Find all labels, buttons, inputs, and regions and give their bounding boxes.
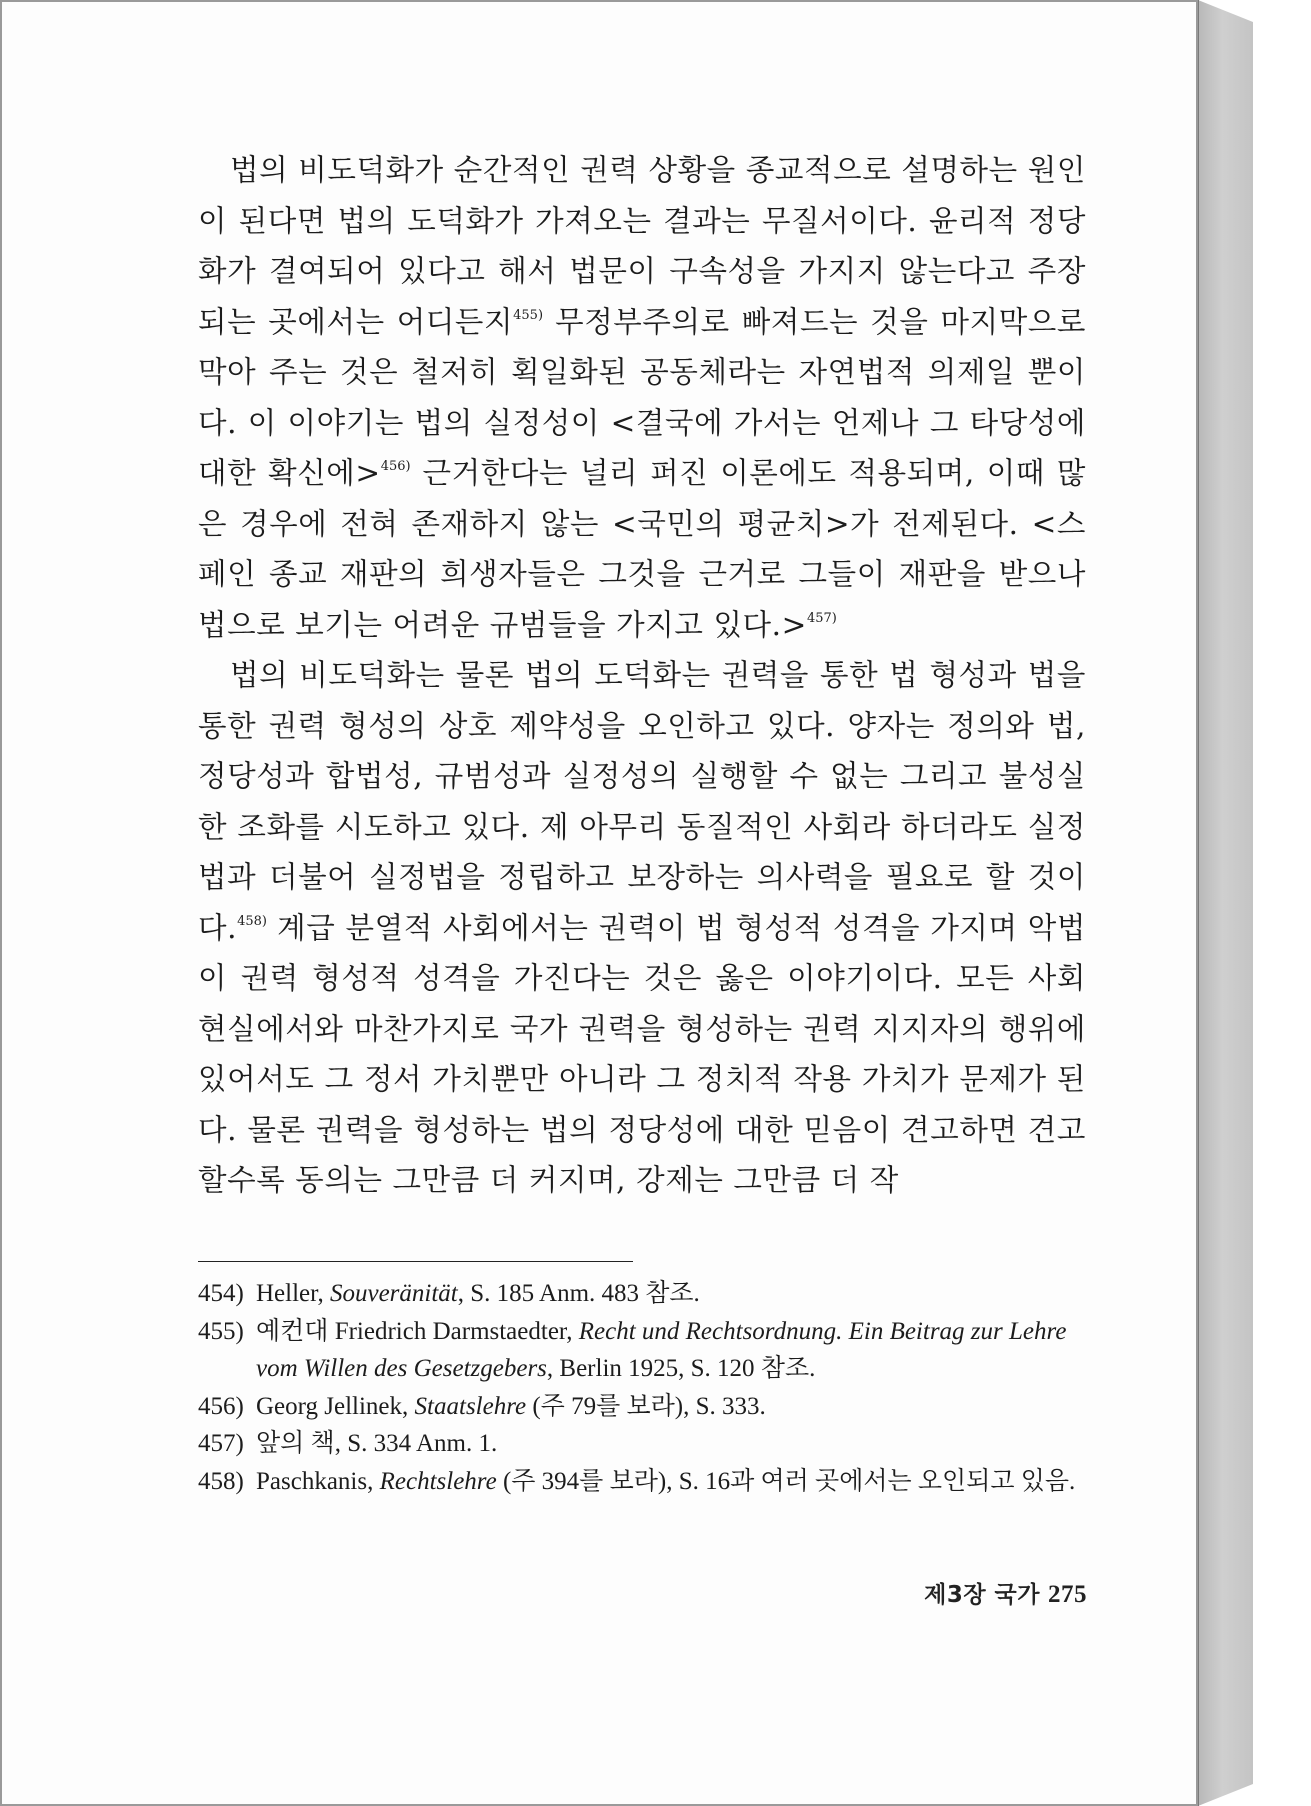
footnote-title: Recht und Rechtsordnung. Ein Beitrag zur Lehre vom Willen des Gesetzgebers (256, 1317, 1067, 1382)
footnote-segment: , Berlin 1925, S. 120 참조. (546, 1355, 816, 1382)
footnote-number: 454) (198, 1280, 244, 1307)
paragraph-1 (198, 145, 1086, 650)
footnote-title: Staatslehre (414, 1392, 527, 1420)
footnote-segment: (주 79를 보라), S. 333. (526, 1392, 766, 1420)
footnote-number: 457) (198, 1430, 244, 1457)
footnote-number: 456) (198, 1392, 244, 1420)
footnote-455 (198, 1313, 1090, 1388)
footnote-divider (198, 1261, 633, 1262)
paragraph-text: 무정부주의로 빠져드는 것을 마지막으로 막아 주는 것은 철저히 획일화된 공동체라는 자연법적 의제일 뿐이다. 이 이야기는 법의 실정성이 <결국에 가서는 언제나 그 타당성에 대한 확신에> (198, 304, 1086, 490)
footnote-number: 458) (198, 1467, 244, 1495)
running-footer (872, 1576, 1087, 1609)
footnote-ref-458[interactable]: 458) (237, 913, 267, 929)
paragraph-text: 근거한다는 널리 퍼진 이론에도 적용되며, 이때 많은 경우에 전혀 존재하지 않는 <국민의 평균치>가 전제된다. <스페인 종교 재판의 희생자들은 그것을 근거로 그들이 재판을 받으나 법으로 보기는 어려운 규범들을 가지고 있다.> (198, 456, 1086, 642)
page-number: 275 (1048, 1581, 1087, 1608)
footnote-text (256, 1425, 1090, 1463)
footnote-454 (198, 1275, 1090, 1313)
paragraph-text: 계급 분열적 사회에서는 권력이 법 형성적 성격을 가지며 악법이 권력 형성적 성격을 가진다는 것은 옳은 이야기이다. 모든 사회 현실에서와 마찬가지로 국가 권력을 형성하는 권력 지지자의 행위에 있어서도 그 정서 가치뿐만 아니라 그 정치적 작용 가치가 문제가 된다. 물론 권력을 형성하는 법의 정당성에 대한 믿음이 견고하면 견고할수록 동의는 그만큼 더 커지며, 강제는 그만큼 더 작 (198, 910, 1086, 1197)
footnote-segment: Georg Jellinek, (256, 1392, 415, 1420)
footnote-segment: (주 394를 보라), S. 16과 여러 곳에서는 오인되고 있음. (496, 1467, 1076, 1495)
footnote-segment: Heller, (256, 1280, 330, 1307)
footnote-ref-456[interactable]: 456) (380, 459, 411, 474)
footnote-text (256, 1388, 1090, 1426)
paragraph-text: 법의 비도덕화는 물론 법의 도덕화는 권력을 통한 법 형성과 법을 통한 권력 형성의 상호 제약성을 오인하고 있다. 양자는 정의와 법, 정당성과 합법성, 규범성과 실정성의 실행할 수 없는 그리고 불성실한 조화를 시도하고 있다. 제 아무리 동질적인 사회라 하더라도 실정법과 더불어 실정법을 정립하고 보장하는 의사력을 필요로 할 것이다. (198, 658, 1086, 945)
footnote-segment: Paschkanis, (256, 1467, 380, 1495)
footnote-456 (198, 1388, 1090, 1426)
footnote-457 (198, 1425, 1090, 1463)
paragraph-2 (198, 650, 1086, 1206)
footnote-title: Souveränität (329, 1280, 458, 1307)
footnote-458 (198, 1463, 1090, 1501)
footnote-text (256, 1463, 1090, 1501)
footnote-text (256, 1275, 1090, 1313)
footnotes (198, 1275, 1090, 1500)
book-spine-edge (1198, 0, 1253, 1806)
chapter-title: 제3장 국가 (924, 1582, 1040, 1608)
paragraph-text: 법의 비도덕화가 순간적인 권력 상황을 종교적으로 설명하는 원인이 된다면 법의 도덕화가 가져오는 결과는 무질서이다. 윤리적 정당화가 결여되어 있다고 해서 법문이 구속성을 가지지 않는다고 주장되는 곳에서는 어디든지 (198, 153, 1086, 339)
footnote-segment: 앞의 책, S. 334 Anm. 1. (256, 1430, 498, 1457)
footnote-ref-455[interactable]: 455) (513, 307, 544, 323)
footnote-segment: , S. 185 Anm. 483 참조. (457, 1280, 700, 1307)
footnote-number: 455) (198, 1317, 244, 1345)
footnote-text (256, 1313, 1090, 1388)
footnote-ref-457[interactable]: 457) (806, 610, 837, 626)
footnote-title: Rechtslehre (379, 1467, 497, 1495)
body-text (198, 145, 1086, 1206)
footnote-segment: 예컨대 Friedrich Darmstaedter, (256, 1317, 579, 1345)
page-edge-line (1198, 0, 1199, 1806)
